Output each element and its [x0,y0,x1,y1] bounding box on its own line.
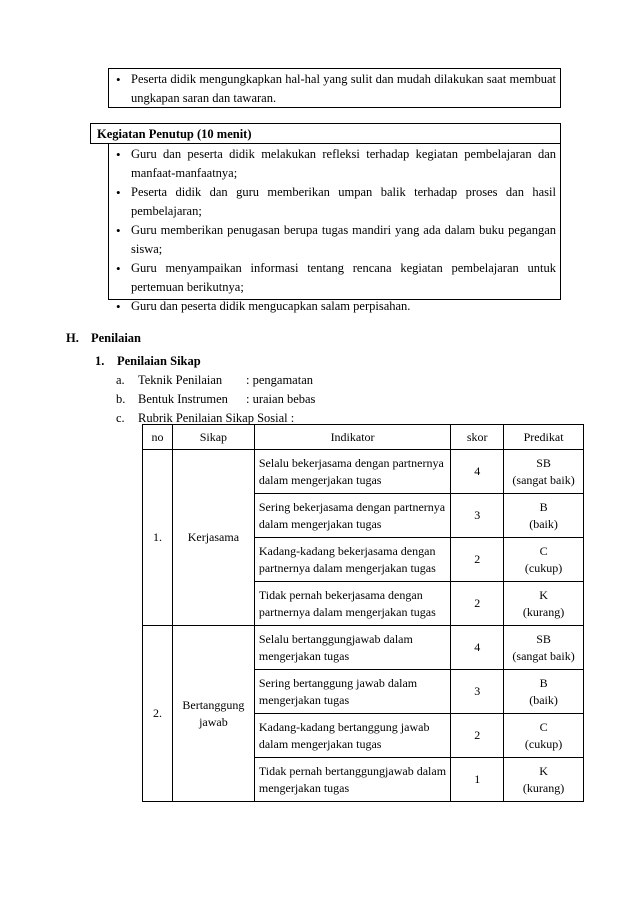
rubric-table [142,424,584,802]
row-indikator: Tidak pernah bekerjasama dengan partnernya dalam mengerjakan tugas [254,582,450,626]
closing-activity-box [108,143,561,313]
predikat-desc: (baik) [529,692,558,707]
list-item: • Guru menyampaikan informasi tentang rencana kegiatan pembelajaran untuk pertemuan berikutnya; [109,259,556,297]
header-skor: skor [451,425,504,450]
row-indikator: Kadang-kadang bertanggung jawab dalam mengerjakan tugas [254,714,450,758]
predikat-grade: B [539,675,548,690]
predikat-grade: C [539,543,548,558]
header-sikap: Sikap [172,425,254,450]
header-predikat: Predikat [504,425,584,450]
predikat-desc: (kurang) [522,780,565,795]
detail-label: Rubrik Penilaian Sikap Sosial : [138,411,295,425]
detail-letter: c. [116,411,125,425]
row-predikat [504,538,584,582]
predikat-grade: B [539,499,548,514]
row-sikap: Kerjasama [172,450,254,626]
assessment-details [116,371,315,428]
predikat-grade: K [539,587,548,602]
table-header-row [143,425,584,450]
detail-value: : pengamatan [246,373,313,387]
row-predikat [504,494,584,538]
list-item: • Guru memberikan penugasan berupa tugas mandiri yang ada dalam buku pegangan siswa; [109,221,556,259]
bullet-list [109,70,556,108]
predikat-grade: C [539,719,548,734]
predikat-desc: (sangat baik) [512,472,575,487]
predikat-desc: (sangat baik) [512,648,575,663]
row-indikator: Kadang-kadang bekerjasama dengan partnernya dalam mengerjakan tugas [254,538,450,582]
predikat-grade: SB [536,455,551,470]
detail-value: : uraian bebas [246,392,316,406]
row-indikator: Selalu bertanggungjawab dalam mengerjakan tugas [254,626,450,670]
header-indikator: Indikator [254,425,450,450]
row-indikator: Sering bertanggung jawab dalam mengerjakan tugas [254,670,450,714]
subsection-heading [95,352,201,371]
section-heading [66,329,141,348]
detail-label: Teknik Penilaian [138,373,223,387]
row-skor: 1 [451,758,504,802]
list-item: • Peserta didik dan guru memberikan umpan balik terhadap proses dan hasil pembelajaran; [109,183,556,221]
row-predikat [504,714,584,758]
header-no: no [143,425,173,450]
subsection-number: 1. [95,354,105,368]
subsection-title: Penilaian Sikap [117,354,201,368]
row-skor: 2 [451,582,504,626]
detail-letter: a. [116,373,125,387]
row-predikat [504,626,584,670]
row-predikat [504,450,584,494]
activity-box-top [108,68,561,108]
predikat-grade: K [539,763,548,778]
detail-letter: b. [116,392,126,406]
row-skor: 4 [451,626,504,670]
list-item: • Guru dan peserta didik mengucapkan salam perpisahan. [109,297,556,316]
row-skor: 2 [451,538,504,582]
closing-activity-title: Kegiatan Penutup (10 menit) [90,123,561,144]
row-sikap: Bertanggung jawab [172,626,254,802]
predikat-desc: (cukup) [524,560,563,575]
section-letter: H. [66,331,79,345]
row-predikat [504,670,584,714]
row-no: 1. [143,450,173,626]
row-skor: 3 [451,670,504,714]
row-skor: 4 [451,450,504,494]
list-item: • Peserta didik mengungkapkan hal-hal yang sulit dan mudah dilakukan saat membuat ungkapan saran dan tawaran. [109,70,556,108]
row-indikator: Selalu bekerjasama dengan partnernya dalam mengerjakan tugas [254,450,450,494]
row-indikator: Tidak pernah bertanggungjawab dalam mengerjakan tugas [254,758,450,802]
list-item: • Guru dan peserta didik melakukan refleksi terhadap kegiatan pembelajaran dan manfaat-manfaatnya; [109,145,556,183]
row-predikat [504,582,584,626]
detail-item [116,371,315,390]
predikat-desc: (kurang) [522,604,565,619]
row-indikator: Sering bekerjasama dengan partnernya dalam mengerjakan tugas [254,494,450,538]
detail-item [116,390,315,409]
predikat-desc: (baik) [529,516,558,531]
row-no: 2. [143,626,173,802]
detail-label: Bentuk Instrumen [138,392,228,406]
row-skor: 2 [451,714,504,758]
table-row [143,450,584,494]
predikat-desc: (cukup) [524,736,563,751]
row-skor: 3 [451,494,504,538]
section-title: Penilaian [91,331,142,345]
predikat-grade: SB [536,631,551,646]
bullet-list [109,145,556,316]
row-predikat [504,758,584,802]
table-row [143,626,584,670]
